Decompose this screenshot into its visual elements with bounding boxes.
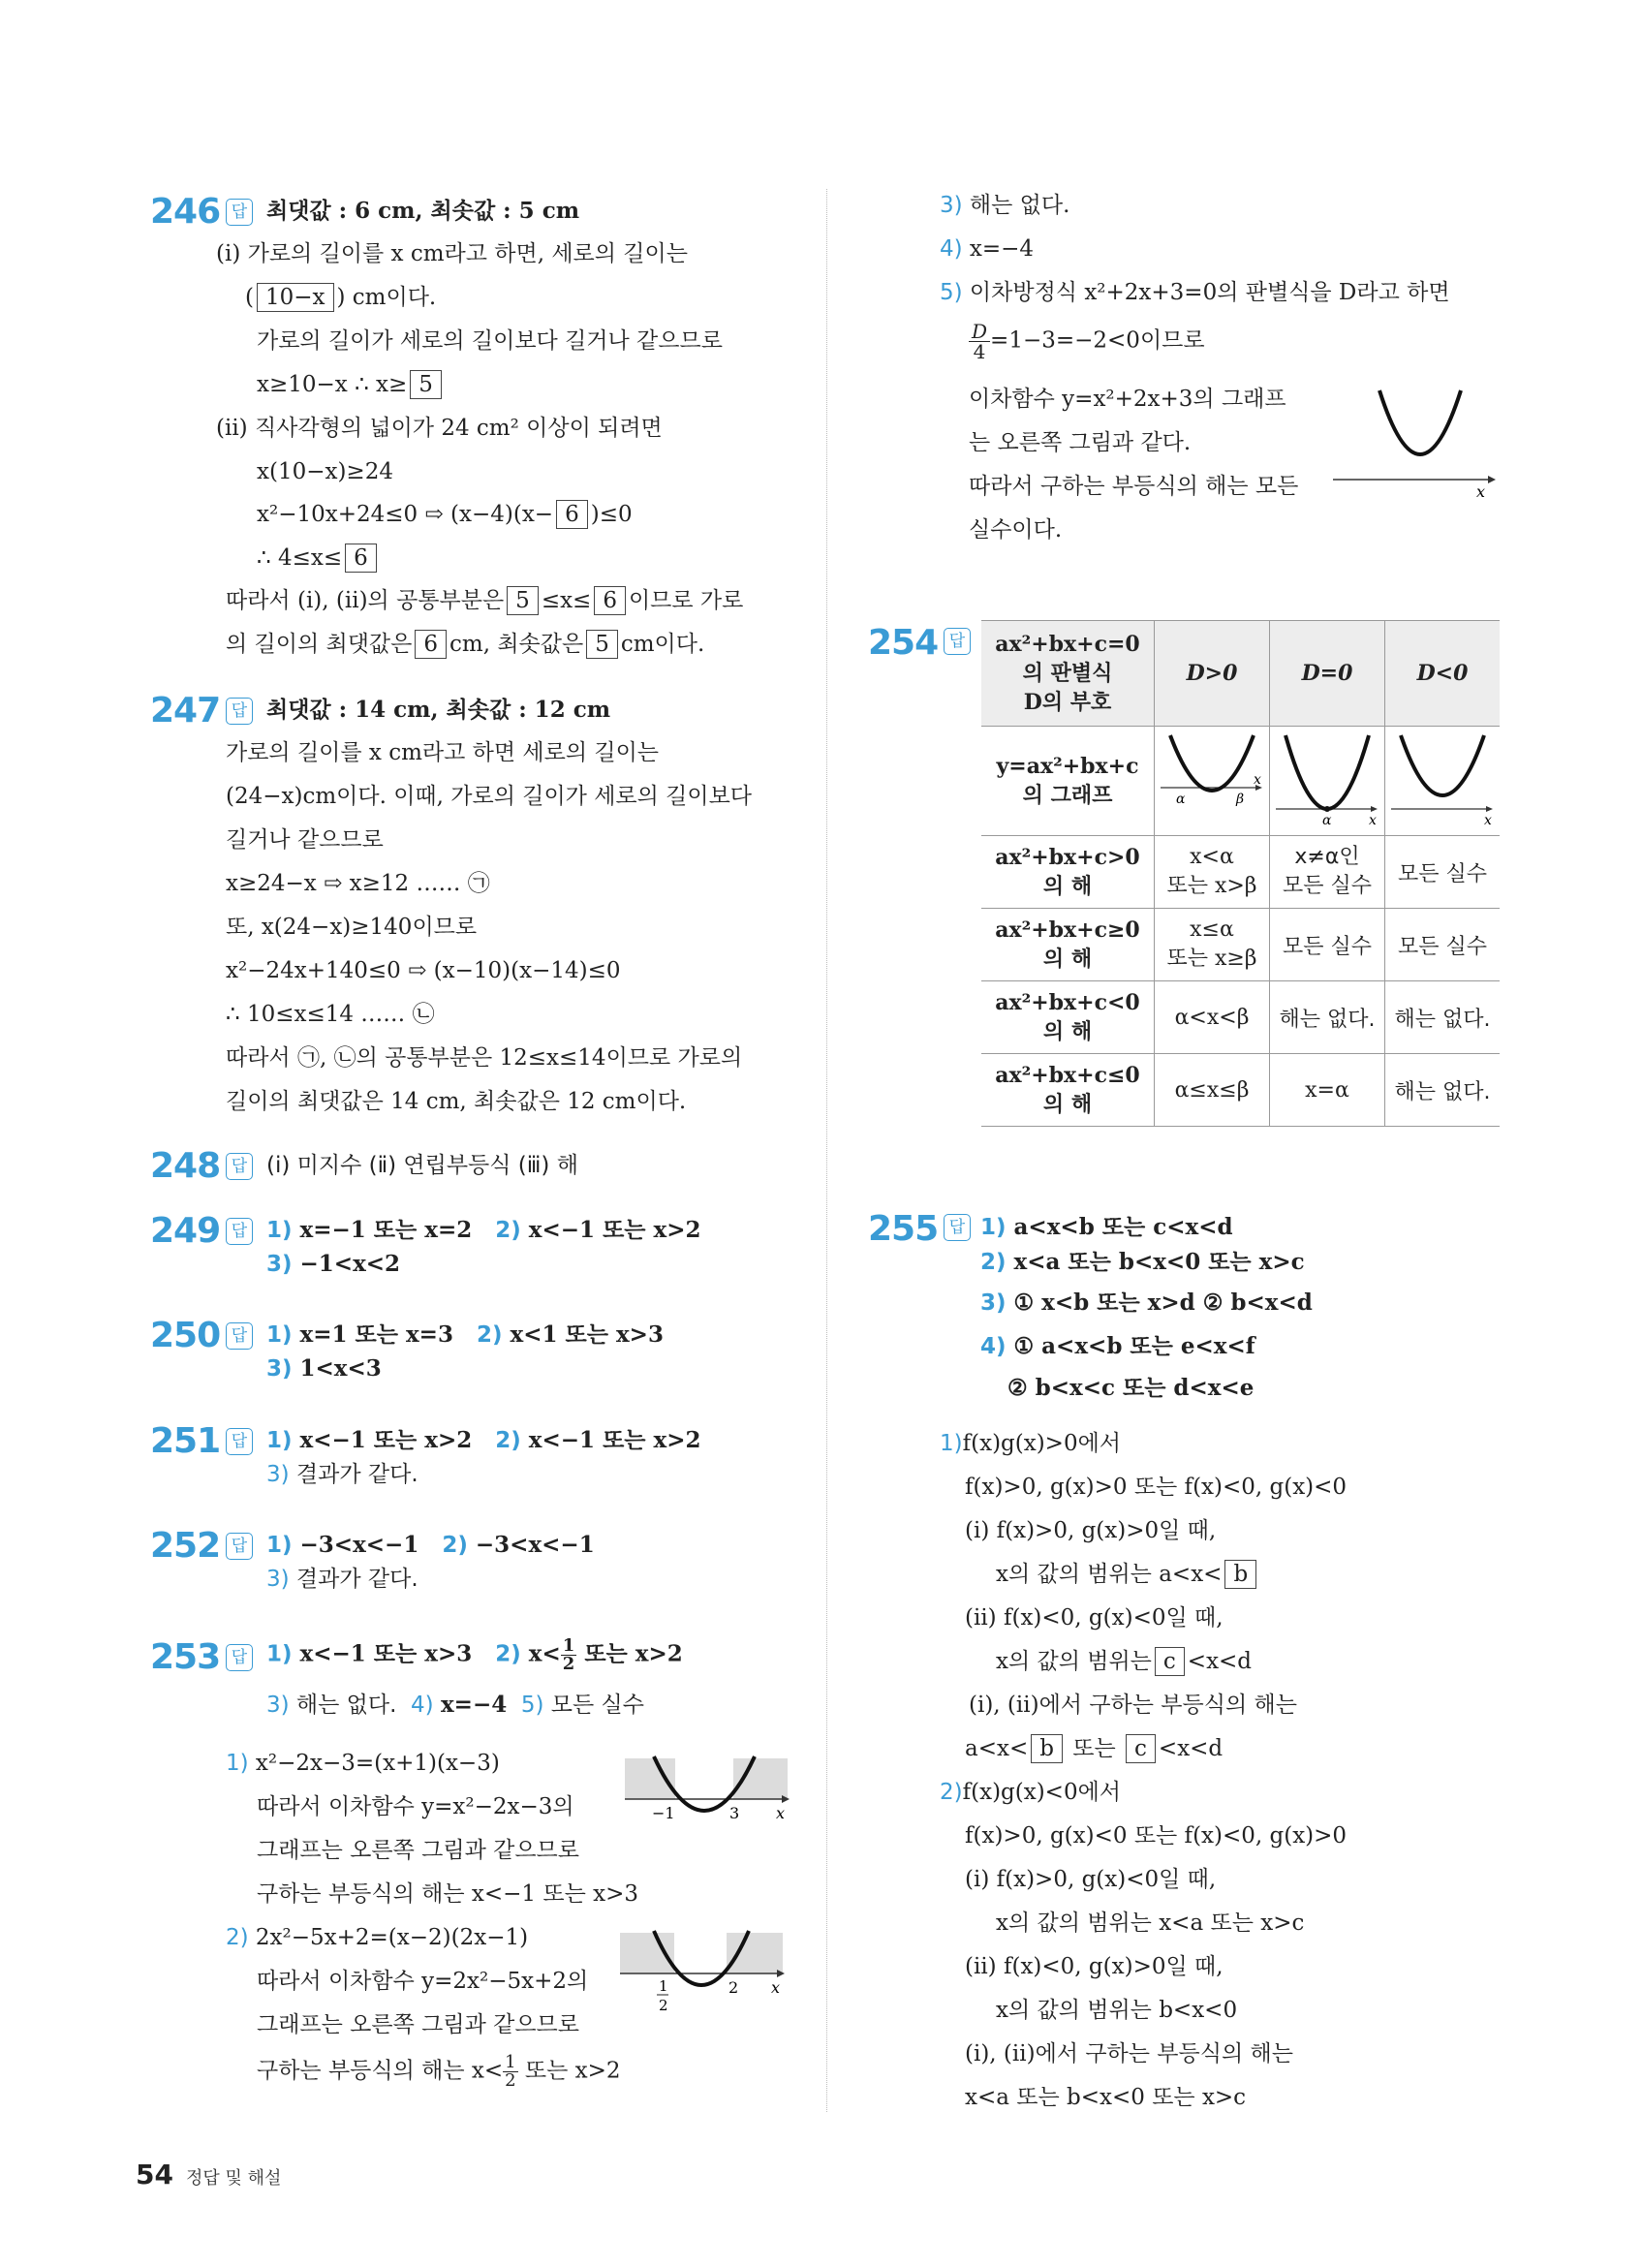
answer-text: 3) 결과가 같다. [266, 1567, 418, 1592]
solution-line: 5) 이차방정식 x²+2x+3=0의 판별식을 D라고 하면 [940, 280, 1450, 305]
solution-line: x<a 또는 b<x<0 또는 x>c [965, 2085, 1247, 2110]
answer-box: 5 [586, 630, 618, 659]
svg-text:β: β [1236, 792, 1245, 807]
answer-box: 6 [594, 586, 626, 615]
table-cell: 해는 없다. [1385, 1054, 1501, 1127]
table-cell: x<α 또는 x>β [1155, 836, 1270, 909]
answer-text: 3) 해는 없다. 4) x=−4 5) 모든 실수 [266, 1692, 644, 1718]
answer-box: 6 [556, 500, 588, 529]
problem-number: 251 [150, 1421, 221, 1461]
answer-box: c [1155, 1647, 1185, 1676]
answer-badge: 답 [944, 628, 971, 655]
table-cell: D>0 [1155, 621, 1270, 727]
table-cell: x≠α인 모든 실수 [1270, 836, 1385, 909]
solution-line: 따라서 구하는 부등식의 해는 모든 [969, 474, 1299, 499]
answer-badge: 답 [944, 1214, 971, 1241]
solution-line: (ⅰ) f(x)>0, g(x)>0일 때, [965, 1518, 1217, 1543]
problem-number: 247 [150, 691, 221, 730]
problem-number: 248 [150, 1146, 221, 1186]
svg-text:α: α [1322, 813, 1332, 826]
solution-line: 1) x²−2x−3=(x+1)(x−3) [226, 1751, 500, 1776]
solution-line: 실수이다. [969, 517, 1063, 543]
answer-text: (ⅰ) 미지수 (ⅱ) 연립부등식 (ⅲ) 해 [266, 1153, 578, 1178]
answer-box: b [1224, 1560, 1256, 1589]
solution-line: f(x)>0, g(x)<0 또는 f(x)<0, g(x)>0 [965, 1823, 1348, 1849]
solution-line: x(10−x)≥24 [257, 459, 393, 484]
solution-line: (ⅰ) 가로의 길이를 x cm라고 하면, 세로의 길이는 [216, 241, 688, 266]
svg-text:x: x [776, 1804, 786, 1822]
answer-badge: 답 [226, 1218, 253, 1245]
solution-line: a<x< b 또는 c <x<d [965, 1736, 1224, 1761]
solution-line: 3) 해는 없다. [940, 193, 1070, 218]
svg-text:1: 1 [659, 1977, 668, 1995]
answer-box: c [1126, 1734, 1156, 1763]
answer-badge: 답 [226, 1153, 253, 1180]
solution-line: 1)f(x)g(x)>0에서 [940, 1431, 1122, 1456]
problem-number: 255 [868, 1209, 939, 1249]
problem-number: 252 [150, 1526, 221, 1566]
solution-line: (ⅱ) 직사각형의 넓이가 24 cm² 이상이 되려면 [216, 416, 663, 441]
solution-line: 구하는 부등식의 해는 x<−1 또는 x>3 [257, 1881, 638, 1907]
answer-text: 3) 1<x<3 [266, 1355, 382, 1382]
solution-line: x≥24−x ⇨ x≥12 …… ㉠ [226, 871, 490, 896]
problem-number: 246 [150, 192, 221, 232]
parabola-graph [1333, 383, 1498, 499]
solution-line: (ⅱ) f(x)<0, g(x)<0일 때, [965, 1605, 1224, 1631]
solution-line: 길거나 같으므로 [226, 827, 384, 853]
solution-line: 4) x=−4 [940, 236, 1035, 262]
svg-text:2: 2 [728, 1978, 739, 1997]
solution-line: 2) 2x²−5x+2=(x−2)(2x−1) [226, 1925, 529, 1950]
solution-line: 길이의 최댓값은 14 cm, 최솟값은 12 cm이다. [226, 1089, 687, 1114]
solution-line: $\frac{D}{4}$ =1−3=−2<0이므로 [969, 322, 1205, 361]
solution-line: (ⅰ) f(x)>0, g(x)<0일 때, [965, 1867, 1217, 1892]
solution-line: x의 값의 범위는 a<x< b [996, 1560, 1259, 1589]
solution-line: 가로의 길이가 세로의 길이보다 길거나 같으므로 [257, 328, 723, 354]
answer-badge: 답 [226, 1322, 253, 1350]
solution-line: x의 값의 범위는 x<a 또는 x>c [996, 1911, 1305, 1936]
answer-text: 2) x<a 또는 b<x<0 또는 x>c [980, 1249, 1305, 1275]
table-header-row [981, 621, 1500, 727]
answer-text: 3) ① x<b 또는 x>d ② b<x<d [980, 1289, 1313, 1316]
solution-line: ∴ 4≤x≤ 6 [257, 544, 380, 573]
table-cell [1385, 727, 1501, 836]
svg-text:−1: −1 [652, 1804, 675, 1822]
svg-text:x: x [1369, 813, 1377, 826]
parabola-graph [620, 1923, 785, 2020]
answer-badge: 답 [226, 1533, 253, 1560]
solution-line: (24−x)cm이다. 이때, 가로의 길이가 세로의 길이보다 [226, 784, 753, 809]
table-row [981, 909, 1500, 981]
problem-number: 253 [150, 1637, 221, 1677]
answer-text: 1) x<−1 또는 x>2 2) x<−1 또는 x>2 [266, 1427, 701, 1453]
answer-badge: 답 [226, 1428, 253, 1455]
solution-line: 그래프는 오른쪽 그림과 같으므로 [257, 1838, 579, 1863]
table-cell: ax²+bx+c>0 의 해 [981, 836, 1155, 909]
svg-text:x: x [1484, 813, 1492, 826]
answer-box: 6 [345, 544, 377, 573]
table-cell: ax²+bx+c≥0 의 해 [981, 909, 1155, 981]
solution-line: 이차함수 y=x²+2x+3의 그래프 [969, 387, 1286, 412]
solution-line: 따라서 ㉠, ㉡의 공통부분은 12≤x≤14이므로 가로의 [226, 1045, 743, 1071]
table-cell: 해는 없다. [1270, 981, 1385, 1054]
solution-line: f(x)>0, g(x)>0 또는 f(x)<0, g(x)<0 [965, 1475, 1348, 1500]
table-row [981, 981, 1500, 1054]
answer-text: 1) x<−1 또는 x>3 2) x< $\frac{1}{2}$ 또는 x>2 [266, 1635, 683, 1674]
solution-line: 는 오른쪽 그림과 같다. [969, 430, 1192, 455]
page-number: 54 [136, 2159, 173, 2190]
problem-number: 250 [150, 1316, 221, 1355]
footer-label: 정답 및 해설 [186, 2168, 282, 2189]
solution-line: 따라서 이차함수 y=2x²−5x+2의 [257, 1969, 589, 1994]
table-cell: α<x<β [1155, 981, 1270, 1054]
solution-line: 2)f(x)g(x)<0에서 [940, 1780, 1122, 1805]
answer-text: ② b<x<c 또는 d<x<e [1007, 1375, 1255, 1401]
svg-text:2: 2 [659, 1997, 668, 2014]
solution-line: ∴ 10≤x≤14 …… ㉡ [226, 1002, 435, 1027]
table-row [981, 1054, 1500, 1127]
table-cell: ax²+bx+c≤0 의 해 [981, 1054, 1155, 1127]
svg-text:x: x [1476, 482, 1486, 499]
table-cell: x=α [1270, 1054, 1385, 1127]
solution-line: x의 값의 범위는 c <x<d [996, 1649, 1253, 1674]
answer-badge: 답 [226, 698, 253, 725]
table-cell: α≤x≤β [1155, 1054, 1270, 1127]
solution-line: 의 길이의 최댓값은 6 cm, 최솟값은 5 cm이다. [226, 632, 705, 657]
solution-line: (ⅰ), (ⅱ)에서 구하는 부등식의 해는 [969, 1693, 1297, 1718]
table-cell: x≤α 또는 x≥β [1155, 909, 1270, 981]
solution-line: 따라서 (ⅰ), (ⅱ)의 공통부분은 5 ≤x≤ 6 이므로 가로 [226, 588, 744, 613]
table-cell: ax²+bx+c<0 의 해 [981, 981, 1155, 1054]
solution-line: (ⅱ) f(x)<0, g(x)>0일 때, [965, 1954, 1224, 1979]
answer-text: 1) −3<x<−1 2) −3<x<−1 [266, 1532, 595, 1558]
table-cell: 모든 실수 [1385, 836, 1501, 909]
problem-number: 254 [868, 623, 939, 663]
solution-line: x의 값의 범위는 b<x<0 [996, 1998, 1238, 2023]
solution-line: ( 10−x ) cm이다. [245, 285, 437, 310]
answer-text: 1) x=−1 또는 x=2 2) x<−1 또는 x>2 [266, 1217, 701, 1243]
table-cell: D=0 [1270, 621, 1385, 727]
table-cell: 모든 실수 [1385, 909, 1501, 981]
solution-line: x≥10−x ∴ x≥ 5 [257, 370, 445, 399]
answer-text: 4) ① a<x<b 또는 e<x<f [980, 1333, 1255, 1359]
table-cell: y=ax²+bx+c 의 그래프 [981, 727, 1155, 836]
answer-text: 3) 결과가 같다. [266, 1462, 418, 1487]
answer-box: 6 [415, 630, 447, 659]
answer-badge: 답 [226, 1644, 253, 1671]
table-cell [1155, 727, 1270, 836]
answer-badge: 답 [226, 199, 253, 226]
answer-text: 최댓값 : 6 cm, 최솟값 : 5 cm [266, 198, 580, 224]
answer-text: 1) x=1 또는 x=3 2) x<1 또는 x>3 [266, 1321, 664, 1348]
discriminant-table [981, 620, 1500, 1127]
table-cell: D<0 [1385, 621, 1501, 727]
parabola-two-roots-graph [1159, 730, 1265, 826]
solution-line: (ⅰ), (ⅱ)에서 구하는 부등식의 해는 [965, 2041, 1293, 2066]
table-cell [1270, 727, 1385, 836]
table-cell: 해는 없다. [1385, 981, 1501, 1054]
answer-box: 10−x [257, 283, 334, 312]
svg-text:x: x [1254, 772, 1261, 788]
answer-text: 1) a<x<b 또는 c<x<d [980, 1214, 1233, 1240]
solution-line: x²−10x+24≤0 ⇨ (x−4)(x− 6 )≤0 [257, 502, 633, 527]
svg-text:α: α [1176, 792, 1186, 807]
table-cell: ax²+bx+c=0 의 판별식 D의 부호 [981, 621, 1155, 727]
answer-text: 최댓값 : 14 cm, 최솟값 : 12 cm [266, 697, 611, 723]
table-row [981, 836, 1500, 909]
answer-box: 5 [410, 370, 442, 399]
svg-text:3: 3 [729, 1804, 740, 1822]
solution-line: 가로의 길이를 x cm라고 하면 세로의 길이는 [226, 740, 660, 765]
parabola-graph [625, 1749, 790, 1826]
table-cell: 모든 실수 [1270, 909, 1385, 981]
svg-text:x: x [771, 1978, 781, 1997]
parabola-no-root-graph [1389, 730, 1496, 826]
solution-line: x²−24x+140≤0 ⇨ (x−10)(x−14)≤0 [226, 958, 621, 983]
answer-box: 5 [507, 586, 539, 615]
solution-line: 그래프는 오른쪽 그림과 같으므로 [257, 2012, 579, 2037]
answer-text: 3) −1<x<2 [266, 1251, 401, 1277]
column-divider [826, 189, 827, 2112]
solution-line: 구하는 부등식의 해는 x< $\frac{1}{2}$ 또는 x>2 [257, 2052, 621, 2091]
table-row [981, 727, 1500, 836]
answer-box: b [1031, 1734, 1063, 1763]
parabola-one-root-graph [1274, 730, 1380, 826]
problem-number: 249 [150, 1211, 221, 1251]
solution-line: 또, x(24−x)≥140이므로 [226, 915, 478, 940]
solution-line: 따라서 이차함수 y=x²−2x−3의 [257, 1794, 574, 1819]
